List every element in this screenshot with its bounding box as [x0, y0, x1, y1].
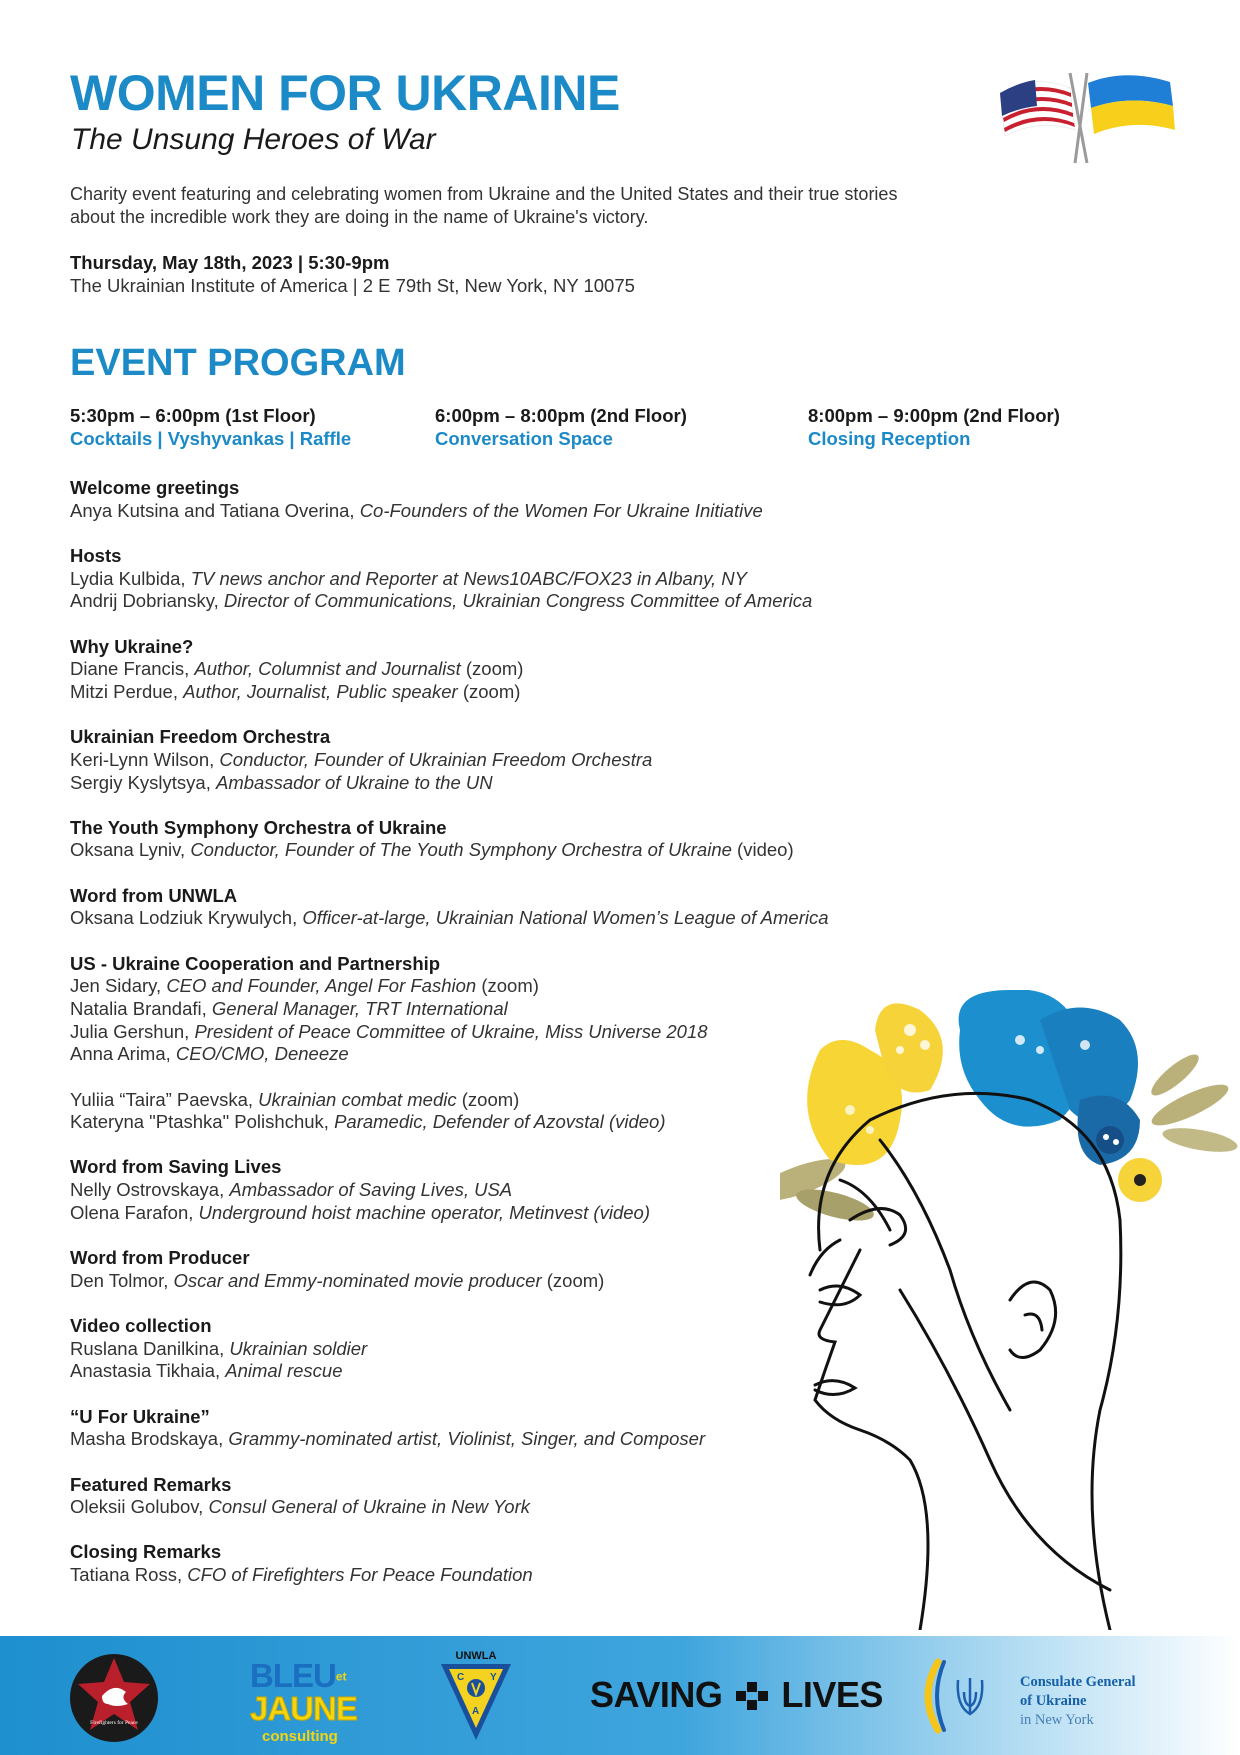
speaker-name: Sergiy Kyslytsya,	[70, 771, 216, 793]
speaker-name: Anna Arima,	[70, 1043, 176, 1065]
unwla-text: UNWLA	[455, 1650, 497, 1662]
slot-activity: Conversation Space	[435, 428, 613, 449]
slot-activity: Closing Reception	[808, 428, 971, 449]
speaker-role: General Manager, TRT International	[211, 997, 508, 1019]
speaker-role: Paramedic, Defender of Azovstal (video)	[334, 1111, 666, 1133]
speaker-line	[70, 1338, 950, 1361]
speaker-name: Natalia Brandafi,	[70, 997, 212, 1019]
speaker-line	[70, 590, 950, 613]
speaker-line	[70, 1021, 950, 1044]
event-venue: The Ukrainian Institute of America | 2 E 79th St, New York, NY 10075	[70, 275, 635, 296]
speaker-role: CEO/CMO, Deneeze	[175, 1043, 349, 1065]
speaker-role: Author, Journalist, Public speaker	[183, 680, 458, 702]
speaker-role: Oscar and Emmy-nominated movie producer	[173, 1269, 542, 1291]
speaker-line	[70, 1360, 950, 1383]
speaker-line	[70, 975, 950, 998]
program-section	[70, 953, 950, 1067]
speaker-role: Conductor, Founder of Ukrainian Freedom Orchestra	[219, 748, 653, 770]
speaker-line	[70, 1428, 950, 1451]
consulate-line: of Ukraine	[1020, 1693, 1087, 1709]
program-section	[70, 1156, 950, 1224]
saving-lives-logo	[590, 1674, 883, 1716]
speaker-name: Anya Kutsina and Tatiana Overina,	[70, 499, 360, 521]
speaker-note: (zoom)	[460, 658, 524, 680]
unwla-logo	[435, 1648, 517, 1744]
speaker-note: (video)	[731, 839, 794, 861]
program-section	[70, 817, 950, 862]
firefighters-text: Firefighters for Peace	[90, 1720, 138, 1726]
schedule-slot	[808, 404, 1060, 450]
program-section	[70, 885, 950, 930]
speaker-name: Masha Brodskaya,	[70, 1428, 229, 1450]
speaker-role: Animal rescue	[225, 1360, 343, 1382]
speaker-role: Ukrainian soldier	[229, 1337, 368, 1359]
speaker-line	[70, 658, 950, 681]
consulate-text	[1020, 1673, 1136, 1730]
speaker-role: Grammy-nominated artist, Violinist, Singer, and Composer	[228, 1428, 706, 1450]
firefighters-for-peace-logo	[68, 1652, 160, 1744]
speaker-name: Anastasia Tikhaia,	[70, 1360, 226, 1382]
section-title: Word from Producer	[70, 1247, 250, 1269]
program-section	[70, 1247, 950, 1292]
speaker-line	[70, 1270, 950, 1293]
speaker-note: (zoom)	[456, 1088, 520, 1110]
section-title: Video collection	[70, 1314, 212, 1336]
trident-icon	[958, 1678, 983, 1714]
speaker-line	[70, 1564, 950, 1587]
speaker-role: President of Peace Committee of Ukraine, Miss Universe 2018	[194, 1020, 708, 1042]
event-description: Charity event featuring and celebrating women from Ukraine and the United States and their true stories about the incredible work they are doing in the name of Ukraine's victory.	[70, 184, 898, 227]
consulting-text: consulting	[262, 1728, 338, 1745]
lives-text: LIVES	[781, 1674, 883, 1715]
us-ukraine-flags	[995, 68, 1185, 168]
ukraine-flag-icon	[1088, 75, 1175, 134]
speaker-line	[70, 772, 950, 795]
speaker-name: Andrij Dobriansky,	[70, 590, 224, 612]
speaker-name: Kateryna "Ptashka" Polishchuk,	[70, 1111, 335, 1133]
program-section	[70, 545, 950, 613]
speaker-name: Oleksii Golubov,	[70, 1496, 209, 1518]
blue-flowers	[959, 990, 1140, 1165]
section-title: Welcome greetings	[70, 477, 240, 498]
bleu-text: BLEU	[250, 1657, 336, 1694]
program-section	[70, 1089, 950, 1134]
slot-activity: Cocktails | Vyshyvankas | Raffle	[70, 428, 352, 449]
speaker-role: Co-Founders of the Women For Ukraine Initiative	[359, 499, 763, 521]
speaker-name: Keri-Lynn Wilson,	[70, 748, 220, 770]
page-subtitle: The Unsung Heroes of War	[71, 123, 436, 156]
speaker-line	[70, 907, 950, 930]
section-title: Ukrainian Freedom Orchestra	[70, 726, 331, 748]
program-section	[70, 1541, 950, 1586]
program-list	[70, 477, 950, 1609]
consulate-line: in New York	[1020, 1712, 1094, 1728]
speaker-name: Jen Sidary,	[70, 975, 167, 997]
speaker-name: Yuliia “Taira” Paevska,	[70, 1088, 259, 1110]
program-section	[70, 726, 950, 794]
speaker-role: Ambassador of Ukraine to the UN	[216, 771, 493, 793]
speaker-line	[70, 1202, 950, 1225]
speaker-name: Den Tolmor,	[70, 1269, 174, 1291]
speaker-note: (zoom)	[457, 680, 521, 702]
section-title: Hosts	[70, 544, 122, 566]
speaker-role: Director of Communications, Ukrainian Congress Committee of America	[223, 590, 813, 612]
unwla-letter-y: Y	[490, 1672, 497, 1683]
us-flag-icon	[1000, 80, 1075, 136]
speaker-line	[70, 1179, 950, 1202]
speaker-line	[70, 749, 950, 772]
jaune-text: JAUNE	[250, 1690, 357, 1727]
speaker-role: Consul General of Ukraine in New York	[208, 1496, 530, 1518]
speaker-line	[70, 1089, 950, 1112]
speaker-name: Oksana Lodziuk Krywulych,	[70, 907, 303, 929]
schedule-slot	[435, 404, 687, 450]
program-heading: EVENT PROGRAM	[70, 342, 406, 384]
page-title: WOMEN FOR UKRAINE	[70, 65, 620, 121]
unwla-letter-a: A	[472, 1706, 480, 1717]
section-title: Word from UNWLA	[70, 884, 238, 906]
section-title: Featured Remarks	[70, 1473, 232, 1495]
speaker-name: Nelly Ostrovskaya,	[70, 1179, 230, 1201]
speaker-name: Julia Gershun,	[70, 1020, 195, 1042]
speaker-role: Officer-at-large, Ukrainian National Women’s League of America	[302, 907, 829, 929]
sponsor-footer	[0, 1636, 1240, 1755]
speaker-name: Diane Francis,	[70, 658, 195, 680]
speaker-role: Author, Columnist and Journalist	[194, 658, 461, 680]
speaker-role: Conductor, Founder of The Youth Symphony Orchestra of Ukraine	[190, 839, 732, 861]
cross-icon	[736, 1682, 768, 1710]
slot-time: 6:00pm – 8:00pm (2nd Floor)	[435, 405, 687, 426]
speaker-line	[70, 998, 950, 1021]
speaker-name: Mitzi Perdue,	[70, 680, 184, 702]
speaker-note: (zoom)	[541, 1269, 605, 1291]
schedule-slot	[70, 404, 351, 450]
et-text: et	[335, 1669, 347, 1684]
section-title: US - Ukraine Cooperation and Partnership	[70, 952, 441, 974]
speaker-note: (zoom)	[476, 975, 539, 997]
section-title: Word from Saving Lives	[70, 1156, 282, 1178]
speaker-name: Lydia Kulbida,	[70, 567, 191, 589]
speaker-line	[70, 1111, 950, 1134]
saving-text: SAVING	[590, 1674, 723, 1715]
slot-time: 5:30pm – 6:00pm (1st Floor)	[70, 405, 316, 426]
section-title: “U For Ukraine”	[70, 1405, 210, 1427]
program-section	[70, 1406, 950, 1451]
speaker-line	[70, 839, 950, 862]
speaker-line	[70, 1496, 950, 1519]
unwla-letter-c: C	[457, 1672, 465, 1683]
slot-time: 8:00pm – 9:00pm (2nd Floor)	[808, 405, 1060, 426]
speaker-line	[70, 1043, 950, 1066]
program-section	[70, 1315, 950, 1383]
event-datetime: Thursday, May 18th, 2023 | 5:30-9pm	[70, 252, 390, 273]
speaker-role: TV news anchor and Reporter at News10ABC/FOX23 in Albany, NY	[190, 567, 747, 589]
speaker-line	[70, 568, 950, 591]
speaker-line	[70, 681, 950, 704]
speaker-name: Ruslana Danilkina,	[70, 1337, 230, 1359]
program-section	[70, 477, 950, 522]
speaker-role: Underground hoist machine operator, Metinvest (video)	[198, 1201, 650, 1223]
speaker-role: Ambassador of Saving Lives, USA	[229, 1179, 513, 1201]
section-title: Closing Remarks	[70, 1541, 222, 1563]
speaker-role: CEO and Founder, Angel For Fashion	[166, 975, 477, 997]
bleu-et-jaune-logo	[250, 1657, 357, 1745]
consulate-line: Consulate General	[1020, 1674, 1136, 1690]
speaker-name: Olena Farafon,	[70, 1201, 199, 1223]
program-section	[70, 636, 950, 704]
speaker-role: Ukrainian combat medic	[258, 1088, 457, 1110]
speaker-line	[70, 500, 950, 523]
speaker-name: Oksana Lyniv,	[70, 839, 191, 861]
section-title: Why Ukraine?	[70, 635, 194, 657]
section-title: The Youth Symphony Orchestra of Ukraine	[70, 816, 447, 838]
program-section	[70, 1474, 950, 1519]
speaker-name: Tatiana Ross,	[70, 1564, 188, 1586]
consulate-emblem	[918, 1656, 1010, 1736]
speaker-role: CFO of Firefighters For Peace Foundation	[187, 1564, 533, 1586]
